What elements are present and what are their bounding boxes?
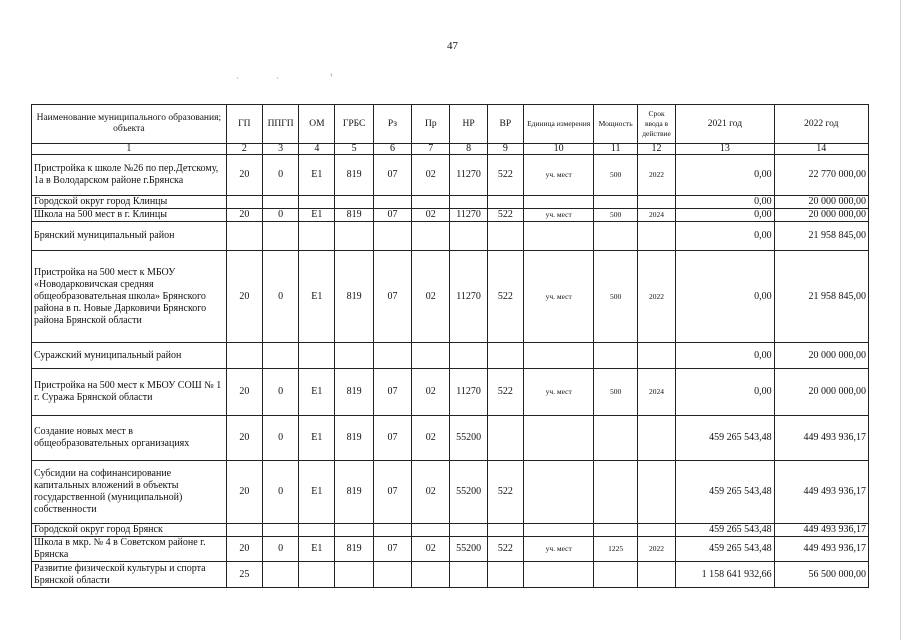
cell-grbs: 819 (335, 369, 373, 416)
cell-unit (523, 562, 593, 588)
cell-y2021: 0,00 (676, 369, 774, 416)
cell-y2021: 459 265 543,48 (676, 524, 774, 537)
cell-vr (487, 222, 523, 251)
cell-pr: 02 (412, 155, 450, 196)
cell-capacity: 500 (594, 155, 638, 196)
cell-ppgp (262, 524, 298, 537)
cell-y2022: 449 493 936,17 (774, 416, 868, 461)
table-row (32, 251, 869, 343)
cell-y2022: 449 493 936,17 (774, 537, 868, 562)
cell-pr: 02 (412, 537, 450, 562)
header-capacity: Мощность (594, 105, 638, 144)
header-vr: ВР (487, 105, 523, 144)
cell-ppgp (262, 222, 298, 251)
table-row (32, 222, 869, 251)
cell-ppgp: 0 (262, 251, 298, 343)
cell-gp: 20 (226, 461, 262, 524)
cell-capacity (594, 461, 638, 524)
header-2022: 2022 год (774, 105, 868, 144)
cell-om: Е1 (299, 416, 335, 461)
cell-ppgp: 0 (262, 537, 298, 562)
cell-gp (226, 222, 262, 251)
cell-om: Е1 (299, 537, 335, 562)
cell-rz (373, 524, 411, 537)
cell-y2021: 459 265 543,48 (676, 537, 774, 562)
cell-y2022: 449 493 936,17 (774, 461, 868, 524)
cell-vr (487, 343, 523, 369)
cell-vr: 522 (487, 369, 523, 416)
cell-gp: 20 (226, 537, 262, 562)
cell-term (637, 343, 675, 369)
cell-nr (450, 222, 487, 251)
cell-y2022: 20 000 000,00 (774, 369, 868, 416)
cell-y2021: 0,00 (676, 222, 774, 251)
column-number: 14 (774, 144, 868, 155)
cell-name: Школа в мкр. № 4 в Советском районе г. Брянска (32, 537, 227, 562)
column-number: 7 (412, 144, 450, 155)
cell-term (637, 416, 675, 461)
cell-pr (412, 196, 450, 209)
cell-name: Пристройка на 500 мест к МБОУ «Новодарковичская средняя общеобразовательная школа» Брянского района в п. Новые Дарковичи Брянского района Брянской области (32, 251, 227, 343)
budget-table (31, 104, 869, 588)
cell-term (637, 196, 675, 209)
cell-gp (226, 196, 262, 209)
cell-ppgp: 0 (262, 461, 298, 524)
cell-unit (523, 343, 593, 369)
table-row (32, 562, 869, 588)
header-nr: НР (450, 105, 487, 144)
cell-term: 2022 (637, 155, 675, 196)
header-term: Срок ввода в действие (637, 105, 675, 144)
cell-grbs: 819 (335, 416, 373, 461)
cell-pr: 02 (412, 461, 450, 524)
cell-unit (523, 416, 593, 461)
cell-name: Суражский муниципальный район (32, 343, 227, 369)
cell-name: Пристройка на 500 мест к МБОУ СОШ № 1 г. Суража Брянской области (32, 369, 227, 416)
column-number: 13 (676, 144, 774, 155)
table-row (32, 196, 869, 209)
cell-gp: 20 (226, 369, 262, 416)
cell-y2022: 449 493 936,17 (774, 524, 868, 537)
cell-term (637, 461, 675, 524)
cell-capacity (594, 196, 638, 209)
cell-pr (412, 222, 450, 251)
cell-capacity: 500 (594, 251, 638, 343)
cell-unit: уч. мест (523, 209, 593, 222)
cell-vr: 522 (487, 251, 523, 343)
cell-capacity (594, 416, 638, 461)
cell-om (299, 524, 335, 537)
cell-nr (450, 562, 487, 588)
cell-y2022: 21 958 845,00 (774, 251, 868, 343)
cell-y2021: 0,00 (676, 251, 774, 343)
column-number: 12 (637, 144, 675, 155)
cell-name: Создание новых мест в общеобразовательных организациях (32, 416, 227, 461)
header-name: Наименование муниципального образования; объекта (32, 105, 227, 144)
cell-nr: 11270 (450, 155, 487, 196)
cell-term (637, 222, 675, 251)
cell-vr (487, 416, 523, 461)
column-number: 1 (32, 144, 227, 155)
cell-y2022: 20 000 000,00 (774, 343, 868, 369)
cell-gp (226, 343, 262, 369)
cell-ppgp (262, 343, 298, 369)
cell-y2021: 0,00 (676, 196, 774, 209)
cell-rz: 07 (373, 461, 411, 524)
cell-capacity (594, 343, 638, 369)
header-gp: ГП (226, 105, 262, 144)
cell-nr: 11270 (450, 369, 487, 416)
cell-term (637, 524, 675, 537)
cell-ppgp: 0 (262, 369, 298, 416)
cell-nr (450, 196, 487, 209)
scan-edge (900, 0, 901, 640)
cell-capacity: 500 (594, 209, 638, 222)
cell-pr (412, 562, 450, 588)
cell-vr (487, 562, 523, 588)
column-number: 10 (523, 144, 593, 155)
cell-om: Е1 (299, 251, 335, 343)
cell-name: Городской округ город Клинцы (32, 196, 227, 209)
cell-vr: 522 (487, 209, 523, 222)
cell-nr: 55200 (450, 416, 487, 461)
cell-unit (523, 196, 593, 209)
table-row (32, 537, 869, 562)
cell-ppgp (262, 196, 298, 209)
cell-pr: 02 (412, 209, 450, 222)
cell-capacity: 500 (594, 369, 638, 416)
cell-gp: 25 (226, 562, 262, 588)
cell-pr: 02 (412, 416, 450, 461)
table-row (32, 524, 869, 537)
table-row (32, 416, 869, 461)
cell-rz (373, 196, 411, 209)
cell-term: 2022 (637, 251, 675, 343)
cell-grbs: 819 (335, 461, 373, 524)
cell-vr: 522 (487, 537, 523, 562)
cell-pr: 02 (412, 251, 450, 343)
cell-om: Е1 (299, 209, 335, 222)
cell-rz (373, 343, 411, 369)
column-number: 8 (450, 144, 487, 155)
header-2021: 2021 год (676, 105, 774, 144)
page-number: 47 (447, 40, 458, 52)
column-number-row (32, 144, 869, 155)
scan-speck: · (236, 74, 239, 83)
cell-vr: 522 (487, 155, 523, 196)
cell-rz: 07 (373, 537, 411, 562)
cell-rz: 07 (373, 155, 411, 196)
cell-unit (523, 524, 593, 537)
cell-rz: 07 (373, 209, 411, 222)
cell-gp: 20 (226, 209, 262, 222)
cell-grbs: 819 (335, 251, 373, 343)
cell-capacity (594, 562, 638, 588)
cell-grbs (335, 196, 373, 209)
table-row (32, 209, 869, 222)
cell-ppgp: 0 (262, 416, 298, 461)
cell-vr (487, 196, 523, 209)
cell-pr: 02 (412, 369, 450, 416)
cell-unit: уч. мест (523, 369, 593, 416)
cell-rz: 07 (373, 369, 411, 416)
table-body (32, 155, 869, 588)
cell-nr: 55200 (450, 461, 487, 524)
cell-name: Городской округ город Брянск (32, 524, 227, 537)
table-row (32, 155, 869, 196)
cell-grbs (335, 524, 373, 537)
header-unit: Единица измерения (523, 105, 593, 144)
cell-om (299, 196, 335, 209)
cell-nr (450, 524, 487, 537)
scan-speck: · (276, 74, 279, 83)
cell-y2021: 459 265 543,48 (676, 461, 774, 524)
table-row (32, 461, 869, 524)
cell-unit: уч. мест (523, 251, 593, 343)
cell-y2021: 0,00 (676, 209, 774, 222)
cell-nr: 55200 (450, 537, 487, 562)
column-number: 2 (226, 144, 262, 155)
cell-ppgp: 0 (262, 209, 298, 222)
cell-unit (523, 461, 593, 524)
cell-y2021: 0,00 (676, 155, 774, 196)
header-grbs: ГРБС (335, 105, 373, 144)
cell-grbs (335, 222, 373, 251)
cell-grbs (335, 562, 373, 588)
cell-name: Развитие физической культуры и спорта Брянской области (32, 562, 227, 588)
cell-y2022: 20 000 000,00 (774, 209, 868, 222)
cell-ppgp: 0 (262, 155, 298, 196)
column-number: 11 (594, 144, 638, 155)
column-number: 5 (335, 144, 373, 155)
cell-om (299, 343, 335, 369)
scan-speck: ‹ (330, 70, 333, 79)
column-number: 9 (487, 144, 523, 155)
header-om: ОМ (299, 105, 335, 144)
cell-y2021: 0,00 (676, 343, 774, 369)
table-row (32, 343, 869, 369)
cell-grbs: 819 (335, 537, 373, 562)
cell-gp: 20 (226, 416, 262, 461)
cell-gp: 20 (226, 251, 262, 343)
cell-y2022: 56 500 000,00 (774, 562, 868, 588)
cell-term: 2024 (637, 209, 675, 222)
cell-y2022: 20 000 000,00 (774, 196, 868, 209)
cell-y2022: 22 770 000,00 (774, 155, 868, 196)
cell-nr: 11270 (450, 209, 487, 222)
cell-name: Брянский муниципальный район (32, 222, 227, 251)
cell-unit (523, 222, 593, 251)
cell-grbs: 819 (335, 209, 373, 222)
column-number: 3 (262, 144, 298, 155)
cell-vr (487, 524, 523, 537)
cell-vr: 522 (487, 461, 523, 524)
cell-capacity: 1225 (594, 537, 638, 562)
cell-gp: 20 (226, 155, 262, 196)
header-pr: Пр (412, 105, 450, 144)
cell-nr: 11270 (450, 251, 487, 343)
column-number: 6 (373, 144, 411, 155)
table-row (32, 369, 869, 416)
cell-y2021: 1 158 641 932,66 (676, 562, 774, 588)
cell-term (637, 562, 675, 588)
cell-grbs: 819 (335, 155, 373, 196)
cell-om (299, 222, 335, 251)
cell-name: Субсидии на софинансирование капитальных вложений в объекты государственной (муниципальной) собственности (32, 461, 227, 524)
cell-om: Е1 (299, 461, 335, 524)
header-row (32, 105, 869, 144)
cell-rz: 07 (373, 416, 411, 461)
header-ppgp: ППГП (262, 105, 298, 144)
cell-gp (226, 524, 262, 537)
cell-capacity (594, 524, 638, 537)
cell-ppgp (262, 562, 298, 588)
header-rz: Рз (373, 105, 411, 144)
cell-nr (450, 343, 487, 369)
cell-term: 2022 (637, 537, 675, 562)
column-number: 4 (299, 144, 335, 155)
cell-unit: уч. мест (523, 537, 593, 562)
cell-name: Пристройка к школе №26 по пер.Детскому, 1а в Володарском районе г.Брянска (32, 155, 227, 196)
cell-om: Е1 (299, 155, 335, 196)
cell-name: Школа на 500 мест в г. Клинцы (32, 209, 227, 222)
cell-rz (373, 562, 411, 588)
cell-unit: уч. мест (523, 155, 593, 196)
cell-om (299, 562, 335, 588)
cell-pr (412, 524, 450, 537)
cell-capacity (594, 222, 638, 251)
cell-term: 2024 (637, 369, 675, 416)
cell-om: Е1 (299, 369, 335, 416)
cell-y2022: 21 958 845,00 (774, 222, 868, 251)
cell-rz: 07 (373, 251, 411, 343)
cell-pr (412, 343, 450, 369)
cell-rz (373, 222, 411, 251)
cell-y2021: 459 265 543,48 (676, 416, 774, 461)
cell-grbs (335, 343, 373, 369)
